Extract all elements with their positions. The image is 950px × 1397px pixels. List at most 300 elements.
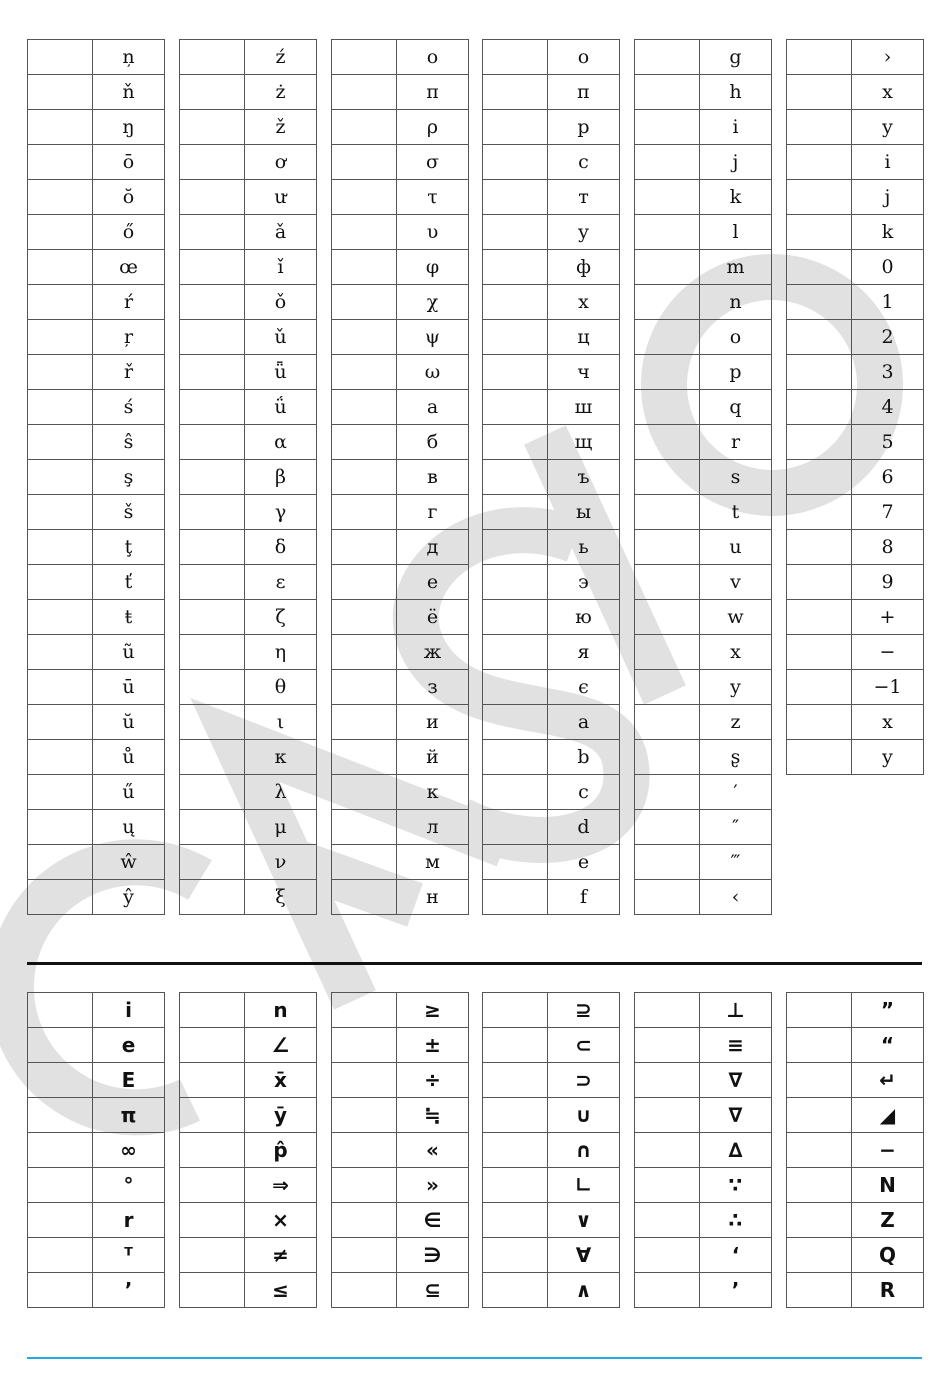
symbol-table-2 bbox=[179, 992, 317, 1308]
table-row bbox=[28, 145, 165, 180]
blank-cell bbox=[28, 390, 93, 425]
blank-cell bbox=[787, 390, 852, 425]
table-row bbox=[483, 355, 620, 390]
symbol-glyph: є bbox=[578, 675, 589, 698]
symbol-glyph: r bbox=[123, 1208, 134, 1232]
blank-cell bbox=[483, 1273, 548, 1308]
symbol-glyph: 4 bbox=[881, 395, 894, 418]
symbol-glyph: ∇ bbox=[728, 1103, 743, 1127]
table-row bbox=[28, 1203, 165, 1238]
symbol-glyph: × bbox=[272, 1208, 289, 1232]
table-row bbox=[28, 285, 165, 320]
symbol-cell bbox=[700, 75, 772, 110]
blank-cell bbox=[787, 670, 852, 705]
blank-cell bbox=[635, 670, 700, 705]
symbol-cell bbox=[245, 1098, 317, 1133]
blank-cell bbox=[332, 180, 397, 215]
symbol-glyph: τ bbox=[427, 185, 438, 208]
symbol-glyph: ŋ bbox=[122, 115, 135, 138]
table-row bbox=[180, 635, 317, 670]
blank-cell bbox=[787, 530, 852, 565]
table-row bbox=[787, 635, 924, 670]
symbol-cell bbox=[93, 880, 165, 915]
blank-cell bbox=[332, 285, 397, 320]
table-row bbox=[635, 1098, 772, 1133]
symbol-glyph: э bbox=[578, 570, 589, 593]
blank-cell bbox=[180, 495, 245, 530]
symbol-glyph: т bbox=[578, 185, 589, 208]
blank-cell bbox=[332, 390, 397, 425]
symbol-glyph: » bbox=[426, 1173, 439, 1197]
table-row bbox=[28, 40, 165, 75]
blank-cell bbox=[787, 75, 852, 110]
char-table-5 bbox=[634, 39, 772, 915]
blank-cell bbox=[635, 110, 700, 145]
symbol-glyph: ŗ bbox=[123, 325, 134, 348]
symbol-glyph: z bbox=[730, 710, 741, 733]
blank-cell bbox=[332, 460, 397, 495]
symbol-cell bbox=[93, 1273, 165, 1308]
symbol-cell bbox=[245, 110, 317, 145]
symbol-cell bbox=[700, 180, 772, 215]
table-row bbox=[28, 810, 165, 845]
symbol-cell bbox=[548, 390, 620, 425]
blank-cell bbox=[635, 1133, 700, 1168]
symbol-table-1 bbox=[27, 992, 165, 1308]
table-row bbox=[787, 600, 924, 635]
symbol-cell bbox=[245, 810, 317, 845]
symbol-cell bbox=[852, 565, 924, 600]
table-row bbox=[332, 775, 469, 810]
blank-cell bbox=[635, 530, 700, 565]
table-row bbox=[28, 670, 165, 705]
symbol-cell bbox=[548, 1063, 620, 1098]
symbol-glyph: 8 bbox=[881, 535, 894, 558]
symbol-cell bbox=[852, 285, 924, 320]
table-row bbox=[635, 355, 772, 390]
symbol-cell bbox=[700, 1133, 772, 1168]
symbol-glyph: ∨ bbox=[575, 1208, 592, 1232]
symbol-glyph: φ bbox=[425, 255, 440, 278]
blank-cell bbox=[787, 425, 852, 460]
table-row bbox=[787, 75, 924, 110]
symbol-cell bbox=[93, 285, 165, 320]
table-row bbox=[180, 75, 317, 110]
table-row bbox=[787, 355, 924, 390]
table-row bbox=[28, 390, 165, 425]
symbol-glyph: х bbox=[578, 290, 589, 313]
table-row bbox=[180, 1273, 317, 1308]
symbol-glyph: ⊆ bbox=[424, 1278, 441, 1302]
symbol-glyph: ư bbox=[274, 185, 287, 208]
blank-cell bbox=[483, 705, 548, 740]
symbol-glyph: ∴ bbox=[728, 1208, 743, 1232]
symbol-glyph: а bbox=[426, 395, 439, 418]
table-row bbox=[332, 845, 469, 880]
table-row bbox=[332, 215, 469, 250]
blank-cell bbox=[787, 110, 852, 145]
symbol-glyph: π bbox=[120, 1103, 137, 1127]
table-row bbox=[483, 635, 620, 670]
symbol-cell bbox=[397, 285, 469, 320]
blank-cell bbox=[332, 635, 397, 670]
blank-cell bbox=[483, 740, 548, 775]
blank-cell bbox=[483, 635, 548, 670]
blank-cell bbox=[180, 1028, 245, 1063]
symbol-cell bbox=[245, 1238, 317, 1273]
symbol-cell bbox=[397, 110, 469, 145]
blank-cell bbox=[787, 285, 852, 320]
symbol-glyph: ⊥ bbox=[726, 998, 745, 1022]
blank-cell bbox=[180, 40, 245, 75]
symbol-glyph: ε bbox=[275, 570, 286, 593]
symbol-cell bbox=[700, 705, 772, 740]
symbol-cell bbox=[852, 460, 924, 495]
symbol-glyph: ť bbox=[124, 570, 133, 593]
symbol-glyph: ‹ bbox=[731, 885, 740, 908]
table-row bbox=[28, 530, 165, 565]
blank-cell bbox=[635, 285, 700, 320]
table-row bbox=[332, 425, 469, 460]
blank-cell bbox=[483, 355, 548, 390]
blank-cell bbox=[635, 425, 700, 460]
blank-cell bbox=[180, 1273, 245, 1308]
blank-cell bbox=[635, 1238, 700, 1273]
symbol-glyph: ũ bbox=[122, 640, 135, 663]
symbol-cell bbox=[852, 993, 924, 1028]
blank-cell bbox=[180, 110, 245, 145]
table-row bbox=[483, 285, 620, 320]
symbol-cell bbox=[852, 355, 924, 390]
table-row bbox=[635, 180, 772, 215]
symbol-glyph: о bbox=[577, 45, 590, 68]
blank-cell bbox=[28, 355, 93, 390]
blank-cell bbox=[483, 1028, 548, 1063]
symbol-glyph: −1 bbox=[873, 675, 902, 698]
symbol-glyph: ∞ bbox=[120, 1138, 137, 1162]
blank-cell bbox=[28, 110, 93, 145]
blank-cell bbox=[787, 1238, 852, 1273]
blank-cell bbox=[635, 215, 700, 250]
symbol-glyph: ’ bbox=[731, 1278, 740, 1302]
symbol-glyph: υ bbox=[426, 220, 439, 243]
symbol-cell bbox=[852, 635, 924, 670]
symbol-glyph: h bbox=[729, 80, 742, 103]
symbol-glyph: з bbox=[427, 675, 438, 698]
blank-cell bbox=[483, 1098, 548, 1133]
symbol-cell bbox=[548, 1168, 620, 1203]
symbol-glyph: − bbox=[879, 1138, 896, 1162]
symbol-glyph: 6 bbox=[881, 465, 894, 488]
blank-cell bbox=[787, 740, 852, 775]
symbol-cell bbox=[93, 495, 165, 530]
table-row bbox=[787, 285, 924, 320]
table-row bbox=[332, 1063, 469, 1098]
blank-cell bbox=[180, 355, 245, 390]
symbol-glyph: 7 bbox=[881, 500, 894, 523]
symbol-cell bbox=[245, 1273, 317, 1308]
symbol-cell bbox=[245, 600, 317, 635]
blank-cell bbox=[787, 250, 852, 285]
symbol-glyph: « bbox=[426, 1138, 439, 1162]
symbol-cell bbox=[245, 460, 317, 495]
symbol-glyph: щ bbox=[574, 430, 593, 453]
symbol-glyph: l bbox=[732, 220, 739, 243]
blank-cell bbox=[483, 1063, 548, 1098]
symbol-cell bbox=[852, 1063, 924, 1098]
table-row bbox=[483, 775, 620, 810]
blank-cell bbox=[635, 600, 700, 635]
symbol-cell bbox=[700, 1028, 772, 1063]
symbol-cell bbox=[700, 285, 772, 320]
symbol-glyph: x bbox=[882, 80, 893, 103]
symbol-glyph: ο bbox=[426, 45, 439, 68]
blank-cell bbox=[180, 740, 245, 775]
symbol-cell bbox=[852, 75, 924, 110]
symbol-cell bbox=[548, 1238, 620, 1273]
symbol-cell bbox=[245, 495, 317, 530]
blank-cell bbox=[483, 1133, 548, 1168]
symbol-cell bbox=[93, 110, 165, 145]
symbol-cell bbox=[245, 390, 317, 425]
symbol-cell bbox=[397, 565, 469, 600]
table-row bbox=[332, 250, 469, 285]
symbol-glyph: ± bbox=[424, 1033, 441, 1057]
symbol-glyph: α bbox=[274, 430, 287, 453]
blank-cell bbox=[28, 880, 93, 915]
blank-cell bbox=[180, 250, 245, 285]
blank-cell bbox=[332, 1028, 397, 1063]
table-row bbox=[332, 355, 469, 390]
symbol-cell bbox=[700, 845, 772, 880]
symbol-cell bbox=[93, 145, 165, 180]
table-row bbox=[787, 1098, 924, 1133]
symbol-cell bbox=[700, 1168, 772, 1203]
symbol-cell bbox=[700, 460, 772, 495]
blank-cell bbox=[180, 810, 245, 845]
symbol-glyph: χ bbox=[426, 290, 439, 313]
blank-cell bbox=[483, 425, 548, 460]
symbol-cell bbox=[548, 250, 620, 285]
symbol-glyph: › bbox=[883, 45, 892, 68]
symbol-glyph: 1 bbox=[881, 290, 894, 313]
table-row bbox=[28, 1098, 165, 1133]
footer-rule bbox=[27, 1357, 922, 1359]
table-row bbox=[635, 495, 772, 530]
blank-cell bbox=[787, 145, 852, 180]
table-row bbox=[332, 1028, 469, 1063]
symbol-cell bbox=[245, 285, 317, 320]
blank-cell bbox=[332, 215, 397, 250]
blank-cell bbox=[28, 1238, 93, 1273]
symbol-cell bbox=[700, 670, 772, 705]
table-row bbox=[332, 1168, 469, 1203]
symbol-cell bbox=[397, 215, 469, 250]
table-row bbox=[332, 320, 469, 355]
symbol-glyph: y bbox=[882, 745, 893, 768]
symbol-glyph: н bbox=[426, 885, 439, 908]
table-row bbox=[180, 1098, 317, 1133]
symbol-glyph: E bbox=[121, 1068, 136, 1092]
symbol-cell bbox=[397, 495, 469, 530]
symbol-glyph: y bbox=[882, 115, 893, 138]
symbol-glyph: п bbox=[577, 80, 590, 103]
table-row bbox=[787, 670, 924, 705]
blank-cell bbox=[787, 215, 852, 250]
table-row bbox=[180, 1203, 317, 1238]
table-row bbox=[635, 845, 772, 880]
blank-cell bbox=[180, 1168, 245, 1203]
symbol-cell bbox=[700, 390, 772, 425]
symbol-cell bbox=[245, 993, 317, 1028]
symbol-cell bbox=[93, 845, 165, 880]
symbol-cell bbox=[245, 75, 317, 110]
symbol-cell bbox=[245, 530, 317, 565]
symbol-cell bbox=[93, 1063, 165, 1098]
blank-cell bbox=[483, 775, 548, 810]
symbol-glyph: л bbox=[426, 815, 439, 838]
symbol-glyph: ∇ bbox=[728, 1068, 743, 1092]
table-row bbox=[483, 880, 620, 915]
symbol-glyph: ъ bbox=[577, 465, 590, 488]
symbol-glyph: n bbox=[729, 290, 742, 313]
table-row bbox=[635, 250, 772, 285]
blank-cell bbox=[635, 250, 700, 285]
table-row bbox=[483, 180, 620, 215]
blank-cell bbox=[483, 285, 548, 320]
table-row bbox=[635, 425, 772, 460]
symbol-cell bbox=[700, 880, 772, 915]
symbol-cell bbox=[397, 670, 469, 705]
symbol-glyph: ≒ bbox=[424, 1103, 441, 1127]
symbol-glyph: Z bbox=[880, 1208, 895, 1232]
blank-cell bbox=[180, 460, 245, 495]
symbol-cell bbox=[548, 75, 620, 110]
symbol-cell bbox=[245, 355, 317, 390]
symbol-glyph: 2 bbox=[881, 325, 894, 348]
symbol-cell bbox=[93, 1238, 165, 1273]
table-row bbox=[483, 993, 620, 1028]
blank-cell bbox=[28, 1133, 93, 1168]
symbol-glyph: η bbox=[274, 640, 287, 663]
symbol-cell bbox=[397, 145, 469, 180]
table-row bbox=[787, 530, 924, 565]
blank-cell bbox=[332, 775, 397, 810]
table-row bbox=[483, 1273, 620, 1308]
symbol-glyph: ǔ bbox=[274, 325, 287, 348]
symbol-cell bbox=[852, 670, 924, 705]
symbol-cell bbox=[93, 993, 165, 1028]
symbol-glyph: u bbox=[729, 535, 742, 558]
table-row bbox=[635, 565, 772, 600]
table-row bbox=[635, 75, 772, 110]
symbol-glyph: “ bbox=[880, 1033, 895, 1057]
symbol-glyph: œ bbox=[119, 255, 138, 278]
table-row bbox=[635, 215, 772, 250]
symbol-cell bbox=[700, 565, 772, 600]
blank-cell bbox=[483, 1168, 548, 1203]
symbol-glyph: ∠ bbox=[271, 1033, 290, 1057]
blank-cell bbox=[28, 320, 93, 355]
symbol-glyph: a bbox=[577, 710, 590, 733]
blank-cell bbox=[483, 180, 548, 215]
symbol-glyph: + bbox=[879, 605, 896, 628]
symbol-glyph: i bbox=[884, 150, 891, 173]
blank-cell bbox=[28, 180, 93, 215]
symbol-cell bbox=[397, 530, 469, 565]
table-row bbox=[28, 495, 165, 530]
symbol-glyph: ⇒ bbox=[272, 1173, 289, 1197]
symbol-glyph: θ bbox=[274, 675, 287, 698]
table-row bbox=[180, 810, 317, 845]
table-row bbox=[787, 565, 924, 600]
table-row bbox=[332, 670, 469, 705]
symbol-glyph: д bbox=[426, 535, 439, 558]
table-row bbox=[787, 1273, 924, 1308]
table-row bbox=[787, 1238, 924, 1273]
table-row bbox=[332, 110, 469, 145]
table-row bbox=[483, 1203, 620, 1238]
symbol-cell bbox=[852, 110, 924, 145]
symbol-cell bbox=[548, 530, 620, 565]
symbol-cell bbox=[397, 993, 469, 1028]
symbol-cell bbox=[93, 635, 165, 670]
symbol-glyph: ‘ bbox=[731, 1243, 740, 1267]
blank-cell bbox=[180, 530, 245, 565]
table-row bbox=[332, 390, 469, 425]
table-row bbox=[635, 320, 772, 355]
symbol-cell bbox=[700, 215, 772, 250]
blank-cell bbox=[635, 1098, 700, 1133]
table-row bbox=[483, 530, 620, 565]
symbol-glyph: p bbox=[729, 360, 742, 383]
table-row bbox=[483, 320, 620, 355]
symbol-cell bbox=[93, 740, 165, 775]
symbol-glyph: й bbox=[426, 745, 439, 768]
blank-cell bbox=[483, 530, 548, 565]
symbol-glyph: 0 bbox=[881, 255, 894, 278]
symbol-glyph: ž bbox=[275, 115, 286, 138]
blank-cell bbox=[635, 75, 700, 110]
symbol-glyph: ŝ bbox=[123, 430, 134, 453]
symbol-glyph: ů bbox=[122, 745, 135, 768]
symbol-cell bbox=[548, 993, 620, 1028]
symbol-glyph: w bbox=[727, 605, 744, 628]
symbol-cell bbox=[93, 390, 165, 425]
blank-cell bbox=[787, 495, 852, 530]
blank-cell bbox=[180, 320, 245, 355]
table-row bbox=[483, 425, 620, 460]
symbol-table-4 bbox=[482, 992, 620, 1308]
table-row bbox=[28, 215, 165, 250]
symbol-cell bbox=[397, 75, 469, 110]
symbol-cell bbox=[852, 40, 924, 75]
symbol-glyph: ∆ bbox=[728, 1138, 743, 1162]
symbol-glyph: ∈ bbox=[423, 1208, 442, 1232]
blank-cell bbox=[635, 635, 700, 670]
symbol-glyph: x bbox=[730, 640, 741, 663]
table-row bbox=[180, 845, 317, 880]
symbol-glyph: t bbox=[731, 500, 740, 523]
table-row bbox=[180, 145, 317, 180]
symbol-glyph: j bbox=[884, 185, 891, 208]
table-row bbox=[787, 145, 924, 180]
table-row bbox=[180, 705, 317, 740]
symbol-cell bbox=[93, 180, 165, 215]
symbol-glyph: ≠ bbox=[272, 1243, 289, 1267]
table-row bbox=[180, 775, 317, 810]
symbol-table-6 bbox=[786, 992, 924, 1308]
